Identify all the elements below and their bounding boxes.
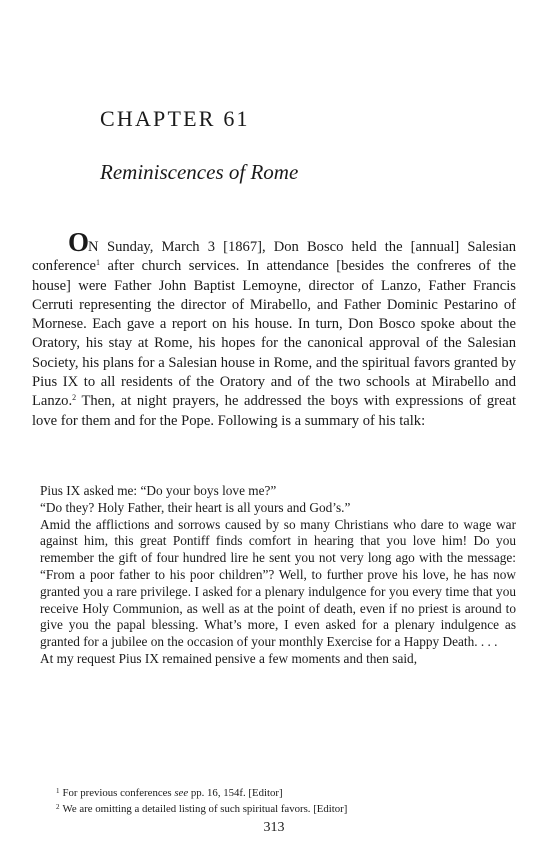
chapter-heading: CHAPTER 61 bbox=[100, 106, 250, 131]
page-number: 313 bbox=[263, 820, 285, 835]
opening-paragraph bbox=[32, 227, 516, 431]
footnote-ref-2: 2 bbox=[72, 393, 77, 403]
quote-paragraph-3 bbox=[40, 517, 516, 651]
footnote-1 bbox=[56, 785, 506, 801]
footnotes bbox=[56, 785, 506, 816]
drop-cap: O bbox=[68, 227, 89, 257]
chapter-title: Reminiscences of Rome bbox=[100, 160, 299, 184]
talk-summary bbox=[40, 483, 516, 668]
quote-paragraph-3-text: Amid the afflictions and sorrows caused by so many Christians who dare to wage war against him, this great Pontiff finds comfort in hearing that you love him! Do you remember the gift of four hundred lire he sent you not very long ago with the message: “From a poor father to his poor children”? Well, to further prove his love, he has now granted you a rare privilege. I asked for a plenary indulgence for you every time that you receive Holy Communion, as well as at the point of death, even if no priest is around to give you the papal blessing. What’s more, I even asked for a plenary indulgence as granted for a jubilee on the occasion of your monthly Exercise for a Happy Death. . . . bbox=[40, 516, 516, 650]
paragraph-text-c: Then, at night prayers, he addressed the boys with expressions of great love for them and for the Pope. Following is a summary of his talk: bbox=[32, 393, 516, 429]
body-text bbox=[32, 227, 516, 431]
footnote-ref-1: 1 bbox=[96, 258, 100, 268]
footnote-1-text-a: For previous conferences bbox=[62, 787, 175, 799]
paragraph-text-b: after church services. In attendance [besides the confreres of the house] were Father John Baptist Lemoyne, director of Lanzo, Father Francis Cerruti representing the director of Mirabello, and Father Dominic Pestarino of Mornese. Each gave a report on his house. In turn, Don Bosco spoke about the Oratory, his stay at Rome, his hopes for the canonical approval of the Salesian Society, his plans for a Salesian house in Rome, and the spiritual favors granted by Pius IX to all residents of the Oratory and of the two schools at Mirabello and Lanzo. bbox=[32, 258, 516, 410]
quote-line-1: Pius IX asked me: “Do your boys love me?” bbox=[40, 483, 277, 498]
footnote-1-see: see bbox=[174, 787, 189, 799]
paragraph-text-a: Sunday, March 3 [1867], Don Bosco held the [annual] Salesian conference bbox=[32, 239, 516, 275]
first-word-rest: N bbox=[88, 239, 99, 255]
footnote-1-text-b: pp. 16, 154f. [Editor] bbox=[188, 787, 283, 799]
footnote-2-mark: 2 bbox=[56, 802, 60, 811]
quote-paragraph-4: At my request Pius IX remained pensive a few moments and then said, bbox=[40, 650, 418, 666]
footnote-1-mark: 1 bbox=[56, 787, 60, 795]
footnote-2-text: We are omitting a detailed listing of such spiritual favors. [Editor] bbox=[62, 802, 348, 815]
quote-line-2: “Do they? Holy Father, their heart is all yours and God’s.” bbox=[40, 499, 351, 515]
footnote-2 bbox=[56, 801, 506, 817]
